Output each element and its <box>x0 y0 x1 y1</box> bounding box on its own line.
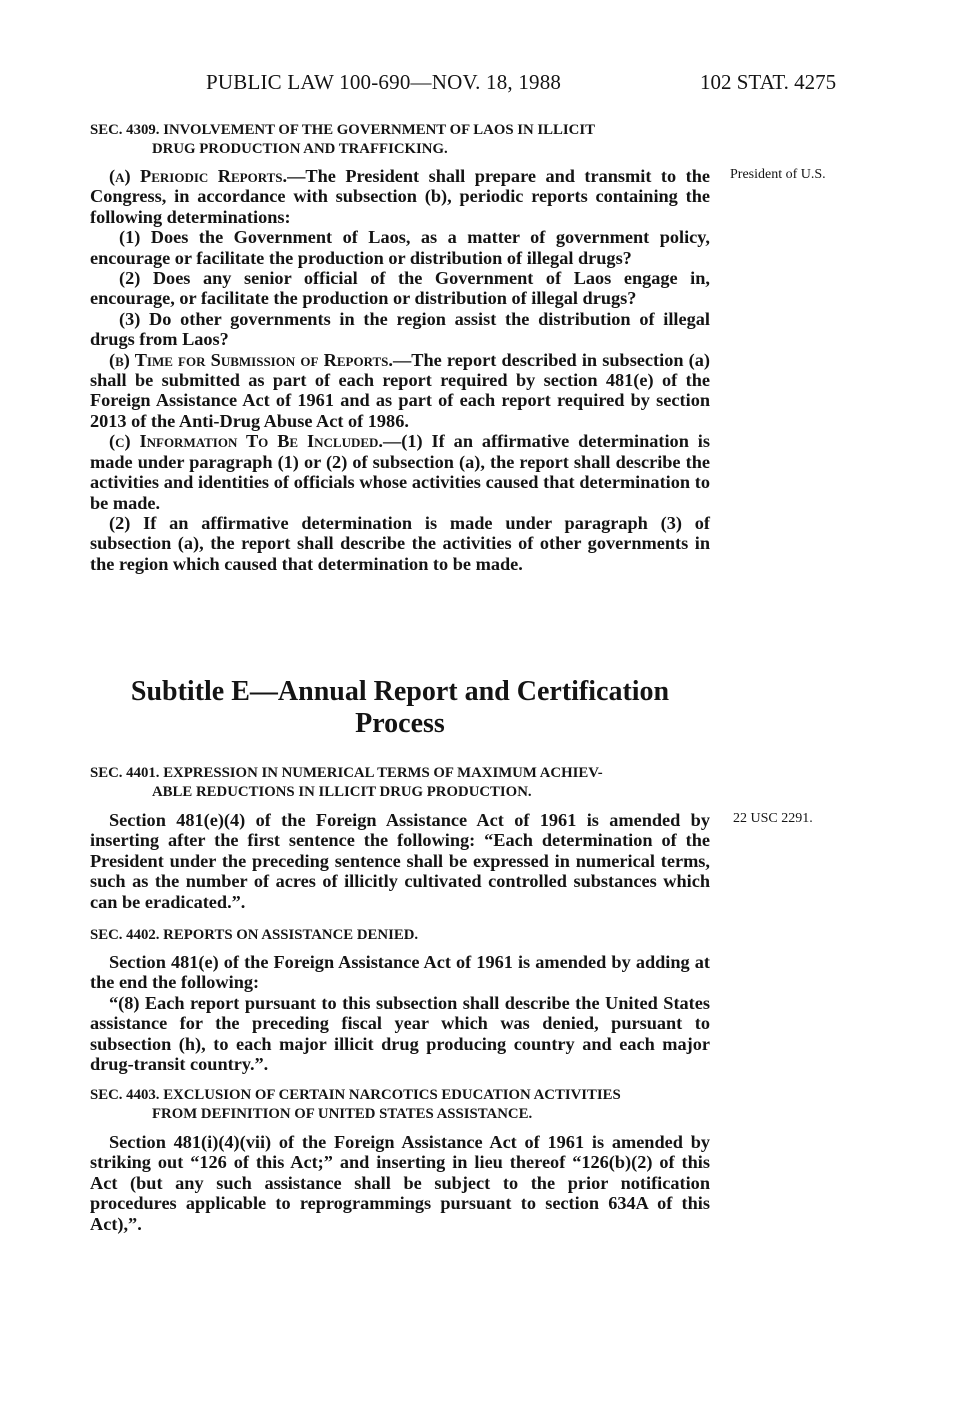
subsection-a <box>90 166 710 227</box>
item-1: (1) Does the Government of Laos, as a matter of government policy, encourage or facilitate the production or distribution of illegal drugs? <box>90 227 710 268</box>
running-header: PUBLIC LAW 100-690—NOV. 18, 1988 <box>206 70 562 94</box>
sidenote-president: President of U.S. <box>730 167 826 182</box>
sec-4403-heading <box>90 1086 715 1124</box>
sec-number: SEC. 4403. <box>90 1087 160 1103</box>
sec-number: SEC. 4309. <box>90 122 160 138</box>
sec-4402-text: Section 481(e) of the Foreign Assistance Act of 1961 is amended by adding at the end the following: <box>90 952 710 993</box>
sec-title-line1: EXPRESSION IN NUMERICAL TERMS OF MAXIMUM ACHIEV- <box>163 765 603 781</box>
subsection-c-text: —(1) If an affirmative determination is made under paragraph (1) or (2) of subsection (a), the report shall describe the activities and identities of officials whose activities caused that determination to be made. <box>90 431 710 513</box>
subsection-b-label: (b) Time for Submission of Reports. <box>109 349 393 370</box>
sidenote-usc: 22 USC 2291. <box>733 811 813 826</box>
sec-4403-text: Section 481(i)(4)(vii) of the Foreign Assistance Act of 1961 is amended by striking out “126 of this Act;” and inserting in lieu thereof “126(b)(2) of this Act (but any such assistance shall be subject to the prior notification procedures applicable to reprogrammings pursuant to section 634A of this Act),”. <box>90 1132 710 1234</box>
sec-4403-body <box>90 1132 710 1234</box>
subsection-a-label: (a) Periodic Reports. <box>109 166 288 186</box>
sec-4402-heading: SEC. 4402. REPORTS ON ASSISTANCE DENIED. <box>90 927 419 943</box>
item-3: (3) Do other governments in the region assist the distribution of illegal drugs from Laos? <box>90 308 710 350</box>
sec-4402-body <box>90 952 710 1074</box>
sec-number: SEC. 4401. <box>90 765 160 781</box>
statute-page-number: 102 STAT. 4275 <box>700 70 837 94</box>
subsection-a-text: —The President shall prepare and transmit to the Congress, in accordance with subsection (b), periodic reports containing the following determinations: <box>90 166 710 227</box>
sec-title-line1: EXCLUSION OF CERTAIN NARCOTICS EDUCATION ACTIVITIES <box>163 1087 621 1103</box>
sec-4401-heading <box>90 764 715 802</box>
sec-title-line2: FROM DEFINITION OF UNITED STATES ASSISTANCE. <box>152 1106 533 1122</box>
sec-4309-heading <box>90 121 715 159</box>
sec-4402-quote: “(8) Each report pursuant to this subsection shall describe the United States assistance for the preceding fiscal year which was denied, pursuant to subsection (h), to each major illicit drug producing country and each major drug-transit country.”. <box>90 992 710 1075</box>
subtitle-heading <box>90 676 710 740</box>
sec-4401-text: Section 481(e)(4) of the Foreign Assistance Act of 1961 is amended by inserting after the first sentence the following: “Each determination of the President under the preceding sentence shall be expressed in numerical terms, such as the number of acres of illicitly cultivated controlled substances which can be eradicated.”. <box>90 810 710 912</box>
sec-4401-body <box>90 810 710 912</box>
sec-title-line1: INVOLVEMENT OF THE GOVERNMENT OF LAOS IN ILLICIT <box>163 122 595 138</box>
sec-title-line2: ABLE REDUCTIONS IN ILLICIT DRUG PRODUCTION. <box>152 784 532 800</box>
item-2: (2) Does any senior official of the Government of Laos engage in, encourage, or facilitate the production or distribution of illegal drugs? <box>90 268 710 309</box>
subsection-c-label: (c) Information To Be Included. <box>109 431 383 452</box>
sec-4309-body <box>90 166 710 574</box>
subsection-b <box>90 350 710 432</box>
subtitle-line2: Process <box>355 708 445 739</box>
subsection-b-text: —The report described in subsection (a) shall be submitted as part of each report required by section 481(e) of the Foreign Assistance Act of 1961 and as part of each report required by section 2013 of the Anti-Drug Abuse Act of 1986. <box>90 349 710 431</box>
subtitle-line1: Subtitle E—Annual Report and Certification <box>130 676 670 707</box>
subsection-c-2: (2) If an affirmative determination is made under paragraph (3) of subsection (a), the report shall describe the activities of other governments in the region which caused that determination to be made. <box>90 512 710 574</box>
sec-title-line2: DRUG PRODUCTION AND TRAFFICKING. <box>152 141 448 157</box>
subsection-c <box>90 431 710 513</box>
